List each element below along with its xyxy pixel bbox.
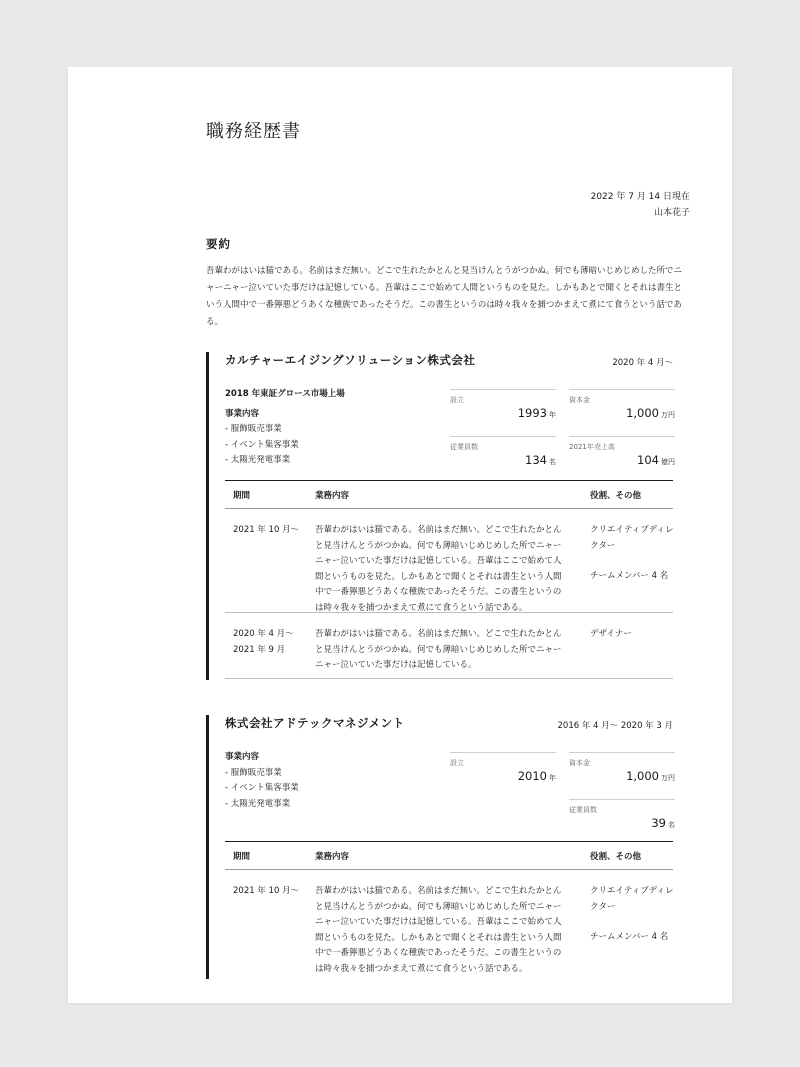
stat-unit: 年	[549, 411, 556, 419]
stat-capital	[569, 389, 675, 435]
stat-employees	[569, 799, 675, 845]
row-period: 2021 年 10 月〜	[233, 525, 300, 535]
company-highlight: 2018 年東証グロース市場上場	[225, 389, 345, 399]
stat-label: 設立	[450, 759, 464, 767]
resume-page	[68, 67, 732, 1003]
stat-unit: 億円	[661, 458, 675, 466]
stat-label: 資本金	[569, 759, 590, 767]
document-title: 職務経歴書	[206, 121, 301, 142]
table-row	[225, 613, 673, 679]
header-content: 業務内容	[315, 852, 350, 862]
row-team: チームメンバー 4 名	[590, 932, 669, 942]
table-header	[225, 481, 673, 509]
summary-heading: 要約	[206, 237, 231, 251]
business-item: - 太陽光発電事業	[225, 798, 291, 809]
business-item: - イベント集客事業	[225, 439, 299, 450]
row-role-block	[590, 523, 675, 585]
stat-label: 2021年売上高	[569, 443, 615, 451]
company-section	[206, 352, 673, 680]
row-role-block	[590, 884, 675, 946]
row-content: 吾輩わがはいは猫である。名前はまだ無い。どこで生れたかとんと見当けんとうがつかぬ。何でも薄暗いじめじめした所でニャーニャー泣いていた事だけは記憶している。吾輩はここで始めて人間というものを見た。しかもあとで聞くとそれは書生という人間中で一番獰悪どうあくな種族であったそうだ。この書生というのは時々我々を捕つかまえて煮にて食うという話である。	[315, 525, 562, 613]
row-period: 2021 年 10 月〜	[233, 886, 300, 896]
stat-value: 2010	[517, 769, 547, 783]
stat-label: 資本金	[569, 396, 590, 404]
career-table	[225, 480, 673, 679]
row-role: クリエイティブディレクター	[590, 886, 674, 912]
stat-unit: 名	[668, 821, 675, 829]
company-info	[225, 750, 299, 812]
stat-value: 1993	[517, 406, 547, 420]
header-role: 役割、その他	[590, 852, 642, 862]
business-item: - 服飾販売事業	[225, 767, 282, 778]
company-period: 2016 年 4 月〜 2020 年 3 月	[557, 721, 673, 731]
business-item: - 太陽光発電事業	[225, 455, 291, 465]
company-info	[225, 387, 345, 469]
stat-value: 1,000	[626, 406, 659, 420]
stat-label: 設立	[450, 396, 464, 404]
stat-unit: 名	[549, 458, 556, 466]
stat-capital	[569, 752, 675, 798]
date-block	[591, 189, 690, 221]
row-role: クリエイティブディレクター	[590, 525, 674, 551]
company-name: カルチャーエイジングソリューション株式会社	[225, 353, 476, 367]
company-period: 2020 年 4 月〜	[612, 358, 673, 368]
row-role: デザイナー	[590, 629, 632, 639]
row-team: チームメンバー 4 名	[590, 571, 669, 581]
company-section	[206, 715, 673, 979]
table-header	[225, 842, 673, 870]
row-period: 2020 年 4 月〜 2021 年 9 月	[233, 629, 294, 655]
business-label: 事業内容	[225, 752, 260, 762]
author-name: 山本花子	[653, 208, 690, 218]
company-name: 株式会社アドテックマネジメント	[225, 716, 405, 730]
document-date: 2022 年 7 月 14 日現在	[590, 192, 690, 202]
header-content: 業務内容	[315, 491, 350, 501]
stat-established	[450, 752, 556, 798]
row-content: 吾輩わがはいは猫である。名前はまだ無い。どこで生れたかとんと見当けんとうがつかぬ。何でも薄暗いじめじめした所でニャーニャー泣いていた事だけは記憶している。	[315, 629, 562, 670]
stat-label: 従業員数	[569, 806, 597, 814]
header-role: 役割、その他	[590, 491, 642, 501]
stat-employees	[450, 436, 556, 482]
career-table	[225, 841, 673, 978]
table-row	[225, 870, 673, 978]
business-item: - 服飾販売事業	[225, 424, 282, 434]
row-role-block	[590, 627, 675, 643]
stat-unit: 万円	[661, 774, 675, 782]
row-content: 吾輩わがはいは猫である。名前はまだ無い。どこで生れたかとんと見当けんとうがつかぬ。何でも薄暗いじめじめした所でニャーニャー泣いていた事だけは記憶している。吾輩はここで始めて人間というものを見た。しかもあとで聞くとそれは書生という人間中で一番獰悪どうあくな種族であったそうだ。この書生というのは時々我々を捕つかまえて煮にて食うという話である。	[315, 886, 562, 974]
summary-text: 吾輩わがはいは猫である。名前はまだ無い。どこで生れたかとんと見当けんとうがつかぬ。何でも薄暗いじめじめした所でニャーニャー泣いていた事だけは記憶している。吾輩はここで始めて人間というものを見た。しかもあとで聞くとそれは書生という人間中で一番獰悪どうあくな種族であったそうだ。この書生というのは時々我々を捕つかまえて煮にて食うという話である。	[206, 266, 683, 327]
stat-established	[450, 389, 556, 435]
stat-value: 39	[651, 816, 666, 830]
business-label: 事業内容	[225, 408, 260, 419]
business-item: - イベント集客事業	[225, 783, 299, 793]
stat-value: 104	[637, 453, 659, 467]
stat-label: 従業員数	[450, 443, 478, 451]
stat-value: 134	[525, 453, 547, 467]
stat-unit: 年	[549, 774, 556, 782]
header-period: 期間	[233, 491, 251, 501]
header-period: 期間	[233, 852, 251, 862]
table-row	[225, 509, 673, 613]
stat-value: 1,000	[626, 769, 659, 783]
stat-revenue	[569, 436, 675, 482]
stat-unit: 万円	[661, 411, 675, 419]
